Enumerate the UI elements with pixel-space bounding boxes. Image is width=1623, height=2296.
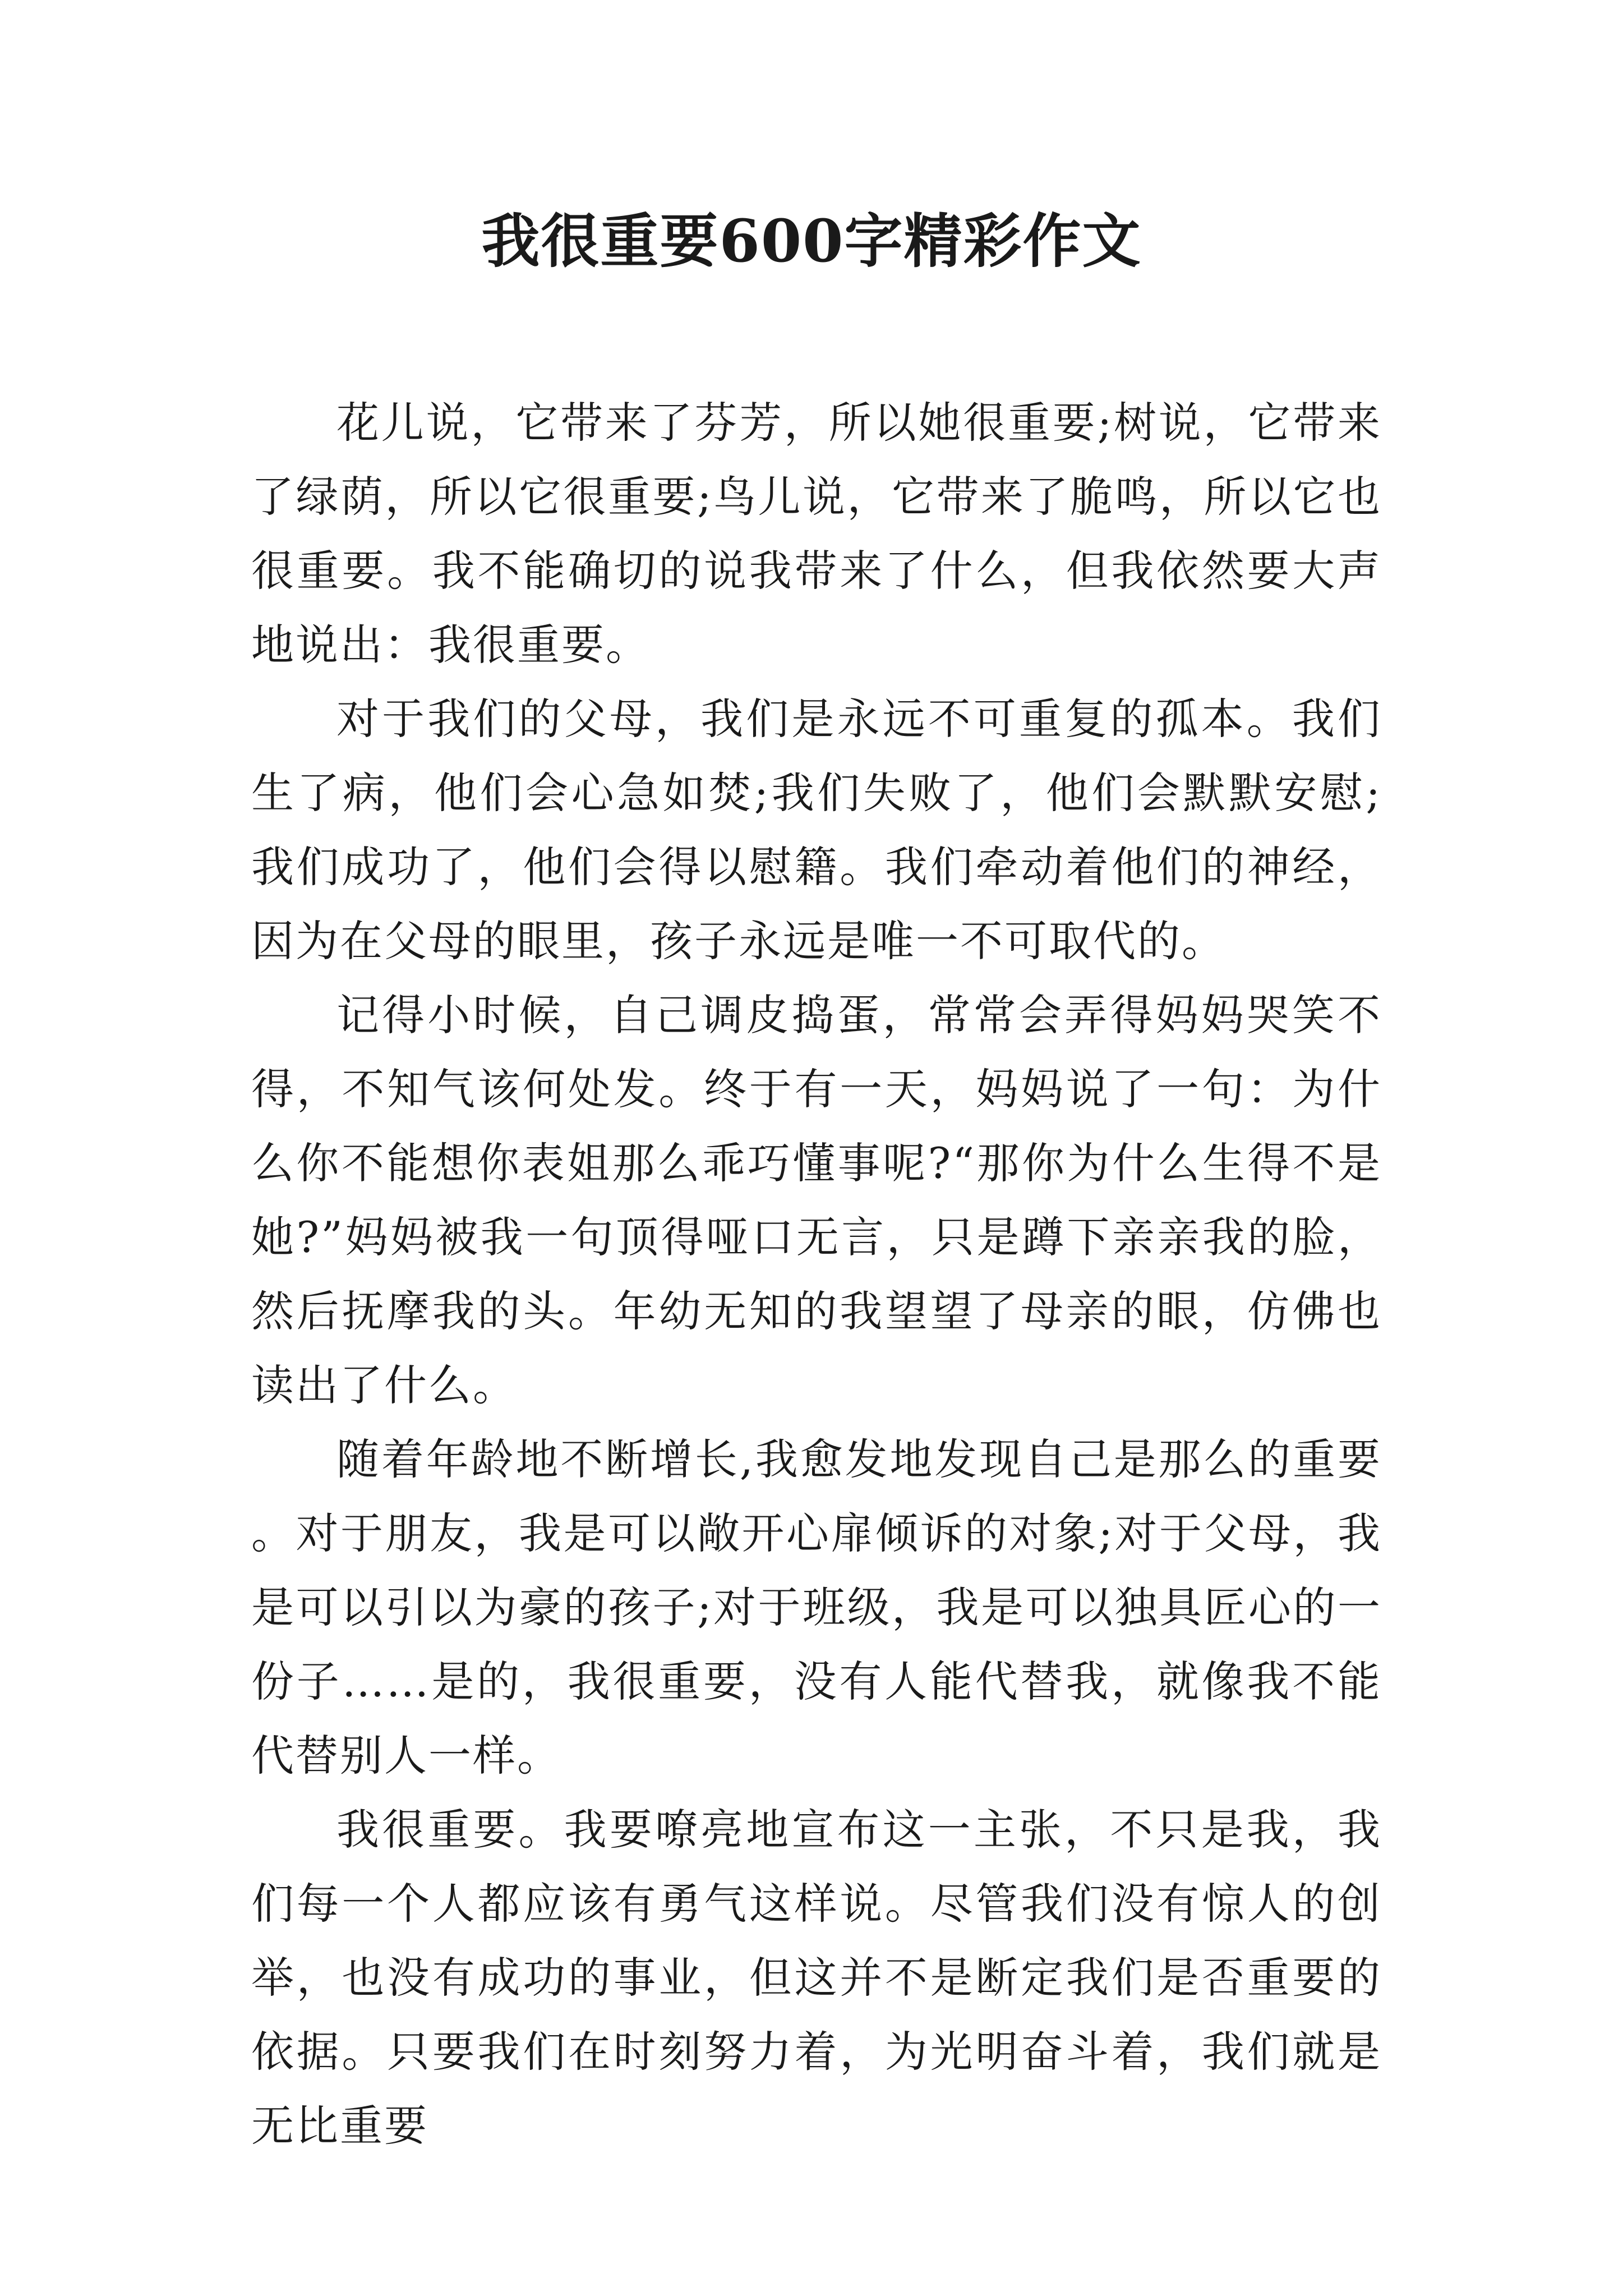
document-body xyxy=(251,386,1382,2163)
paragraph: 记得小时候，自己调皮捣蛋，常常会弄得妈妈哭笑不得，不知气该何处发。终于有一天，妈妈说了一句：为什么你不能想你表姐那么乖巧懂事呢?“那你为什么生得不是她?”妈妈被我一句顶得哑口无言，只是蹲下亲亲我的脸，然后抚摩我的头。年幼无知的我望望了母亲的眼，仿佛也读出了什么。 xyxy=(251,990,1382,1410)
document-title: 我很重要600字精彩作文 xyxy=(481,206,1142,275)
paragraph: 花儿说，它带来了芬芳，所以她很重要;树说，它带来了绿荫，所以它很重要;鸟儿说，它带来了脆鸣，所以它也很重要。我不能确切的说我带来了什么，但我依然要大声地说出：我很重要。 xyxy=(251,398,1382,670)
paragraph: 随着年龄地不断增长,我愈发地发现自己是那么的重要。对于朋友，我是可以敞开心扉倾诉的对象;对于父母，我是可以引以为豪的孩子;对于班级，我是可以独具匠心的一份子……是的，我很重要，没有人能代替我，就像我不能代替别人一样。 xyxy=(251,1434,1382,1780)
paragraph: 对于我们的父母，我们是永远不可重复的孤本。我们生了病，他们会心急如焚;我们失败了，他们会默默安慰;我们成功了，他们会得以慰籍。我们牵动着他们的神经，因为在父母的眼里，孩子永远是唯一不可取代的。 xyxy=(251,694,1382,966)
paragraph: 我很重要。我要嘹亮地宣布这一主张，不只是我，我们每一个人都应该有勇气这样说。尽管我们没有惊人的创举，也没有成功的事业，但这并不是断定我们是否重要的依据。只要我们在时刻努力着，为光明奋斗着，我们就是无比重要 xyxy=(251,1805,1382,2151)
